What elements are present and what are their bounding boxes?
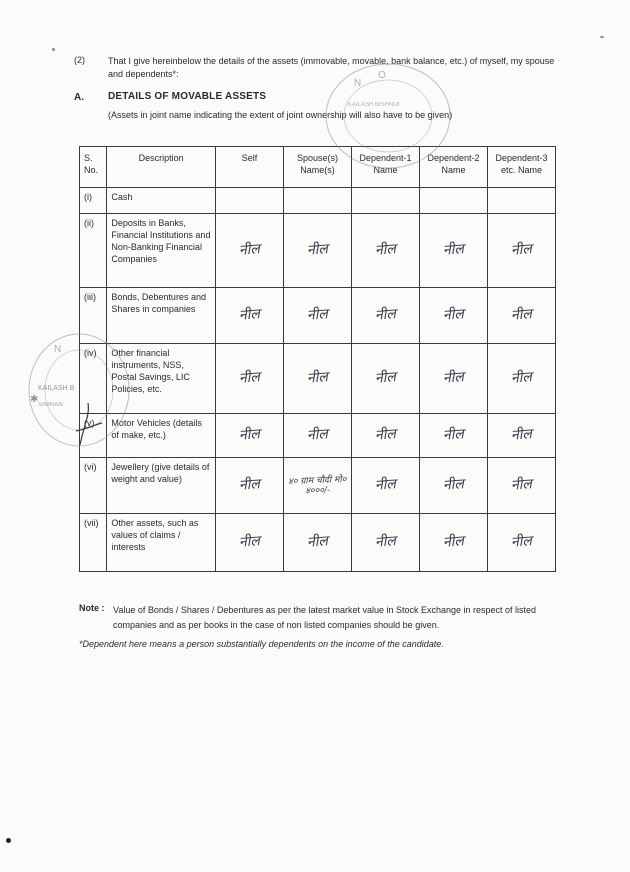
- row-sno: (vi): [80, 458, 107, 514]
- row-sno: (iv): [80, 344, 107, 414]
- star-icon: ✱: [30, 394, 39, 405]
- value-dependent-3: [487, 458, 555, 514]
- value-dependent-1: [351, 458, 419, 514]
- value-spouse: [283, 214, 351, 288]
- note-label: Note :: [79, 603, 105, 613]
- handwritten-value: नील: [374, 306, 397, 324]
- handwritten-value: नील: [306, 241, 329, 259]
- value-dependent-3: [487, 344, 555, 414]
- value-dependent-3: [487, 214, 555, 288]
- value-dependent-2: [419, 514, 487, 572]
- section-note: (Assets in joint name indicating the extent of joint ownership will also have to be given): [108, 110, 453, 120]
- row-description: Motor Vehicles (details of make, etc.): [107, 414, 216, 458]
- scan-speck: [52, 48, 55, 51]
- value-dependent-1: [351, 188, 419, 214]
- movable-assets-table: [79, 146, 556, 572]
- clause-number: (2): [74, 55, 85, 65]
- stamp-sub: SABRAN: [38, 402, 63, 408]
- header-spouse: Spouse(s) Name(s): [283, 147, 351, 188]
- value-dependent-2: [419, 288, 487, 344]
- stamp-letter: O: [378, 70, 386, 81]
- stamp-name: KAILASH B: [38, 385, 75, 392]
- punch-hole-mark: [6, 838, 11, 843]
- header-description: Description: [107, 147, 216, 188]
- table-row: [80, 414, 556, 458]
- table-row: [80, 214, 556, 288]
- row-sno: (i): [80, 188, 107, 214]
- header-dependent-1: Dependent-1 Name: [351, 147, 419, 188]
- value-dependent-1: [351, 414, 419, 458]
- handwritten-value: नील: [510, 306, 533, 324]
- value-dependent-2: [419, 414, 487, 458]
- row-sno: (v): [80, 414, 107, 458]
- table-row: [80, 288, 556, 344]
- value-dependent-3: [487, 414, 555, 458]
- value-self: [215, 414, 283, 458]
- row-description: Jewellery (give details of weight and value): [107, 458, 216, 514]
- value-dependent-3: [487, 514, 555, 572]
- value-dependent-3: [487, 288, 555, 344]
- value-spouse: [283, 188, 351, 214]
- value-dependent-2: [419, 458, 487, 514]
- value-spouse: [283, 458, 351, 514]
- table-row: [80, 458, 556, 514]
- stamp-name: KAILASH BISHNOI: [348, 102, 400, 108]
- row-sno: (ii): [80, 214, 107, 288]
- handwritten-value: नील: [238, 476, 261, 494]
- header-self: Self: [215, 147, 283, 188]
- row-description: Cash: [107, 188, 216, 214]
- value-dependent-1: [351, 214, 419, 288]
- handwritten-value: नील: [510, 241, 533, 259]
- note-text: Value of Bonds / Shares / Debentures as per the latest market value in Stock Exchange in respect of listed companies and as per books in the case of non listed companies should be given.: [113, 605, 537, 630]
- row-description: Deposits in Banks, Financial Institutions and Non-Banking Financial Companies: [107, 214, 216, 288]
- value-self: [215, 458, 283, 514]
- table-row: [80, 188, 556, 214]
- stamp-letter: N: [54, 344, 62, 355]
- handwritten-value: नील: [306, 533, 329, 551]
- table-row: [80, 344, 556, 414]
- value-self: [215, 214, 283, 288]
- handwritten-value: नील: [306, 426, 329, 444]
- handwritten-value: नील: [238, 306, 261, 324]
- handwritten-value: नील: [374, 533, 397, 551]
- handwritten-value: नील: [238, 241, 261, 259]
- value-dependent-2: [419, 188, 487, 214]
- handwritten-value: नील: [374, 476, 397, 494]
- handwritten-value: नील: [374, 241, 397, 259]
- handwritten-value: नील: [510, 426, 533, 444]
- value-dependent-1: [351, 288, 419, 344]
- handwritten-value: नील: [510, 533, 533, 551]
- handwritten-value: नील: [442, 533, 465, 551]
- handwritten-value: नील: [306, 306, 329, 324]
- value-spouse: [283, 514, 351, 572]
- header-sno: S. No.: [80, 147, 107, 188]
- section-letter: A.: [74, 92, 84, 103]
- handwritten-value: नील: [238, 533, 261, 551]
- handwritten-value: नील: [442, 369, 465, 387]
- value-dependent-1: [351, 344, 419, 414]
- handwritten-value: नील: [442, 476, 465, 494]
- value-spouse: [283, 414, 351, 458]
- handwritten-value: नील: [442, 241, 465, 259]
- value-self: [215, 514, 283, 572]
- handwritten-value: नील: [238, 369, 261, 387]
- handwritten-value: नील: [306, 369, 329, 387]
- section-title: DETAILS OF MOVABLE ASSETS: [108, 91, 267, 102]
- value-spouse: [283, 288, 351, 344]
- row-sno: (iii): [80, 288, 107, 344]
- header-dependent-2: Dependent-2 Name: [419, 147, 487, 188]
- stamp-letter: N: [354, 78, 362, 89]
- row-sno: (vii): [80, 514, 107, 572]
- footnote: *Dependent here means a person substantially dependents on the income of the candidate.: [79, 639, 444, 649]
- value-spouse: [283, 344, 351, 414]
- handwritten-value: नील: [510, 369, 533, 387]
- row-description: Other financial instruments, NSS, Postal Savings, LIC Policies, etc.: [107, 344, 216, 414]
- value-dependent-2: [419, 344, 487, 414]
- scan-speck: [600, 36, 604, 38]
- table-row: [80, 514, 556, 572]
- value-dependent-1: [351, 514, 419, 572]
- value-dependent-3: [487, 188, 555, 214]
- handwritten-value: नील: [374, 426, 397, 444]
- handwritten-value: नील: [238, 426, 261, 444]
- handwritten-value: नील: [442, 306, 465, 324]
- value-self: [215, 288, 283, 344]
- value-self: [215, 188, 283, 214]
- handwritten-value: नील: [510, 476, 533, 494]
- value-self: [215, 344, 283, 414]
- handwritten-value: नील: [442, 426, 465, 444]
- clause-text: That I give hereinbelow the details of the assets (immovable, movable, bank balance, etc.) of myself, my spouse and dependents*:: [108, 56, 555, 79]
- header-dependent-3: Dependent-3 etc. Name: [487, 147, 555, 188]
- row-description: Bonds, Debentures and Shares in companies: [107, 288, 216, 344]
- row-description: Other assets, such as values of claims / interests: [107, 514, 216, 572]
- table-header-row: [80, 147, 556, 188]
- handwritten-value: नील: [374, 369, 397, 387]
- value-dependent-2: [419, 214, 487, 288]
- handwritten-value: ४० ग्राम चौदी मो० ४०००/-: [288, 474, 347, 496]
